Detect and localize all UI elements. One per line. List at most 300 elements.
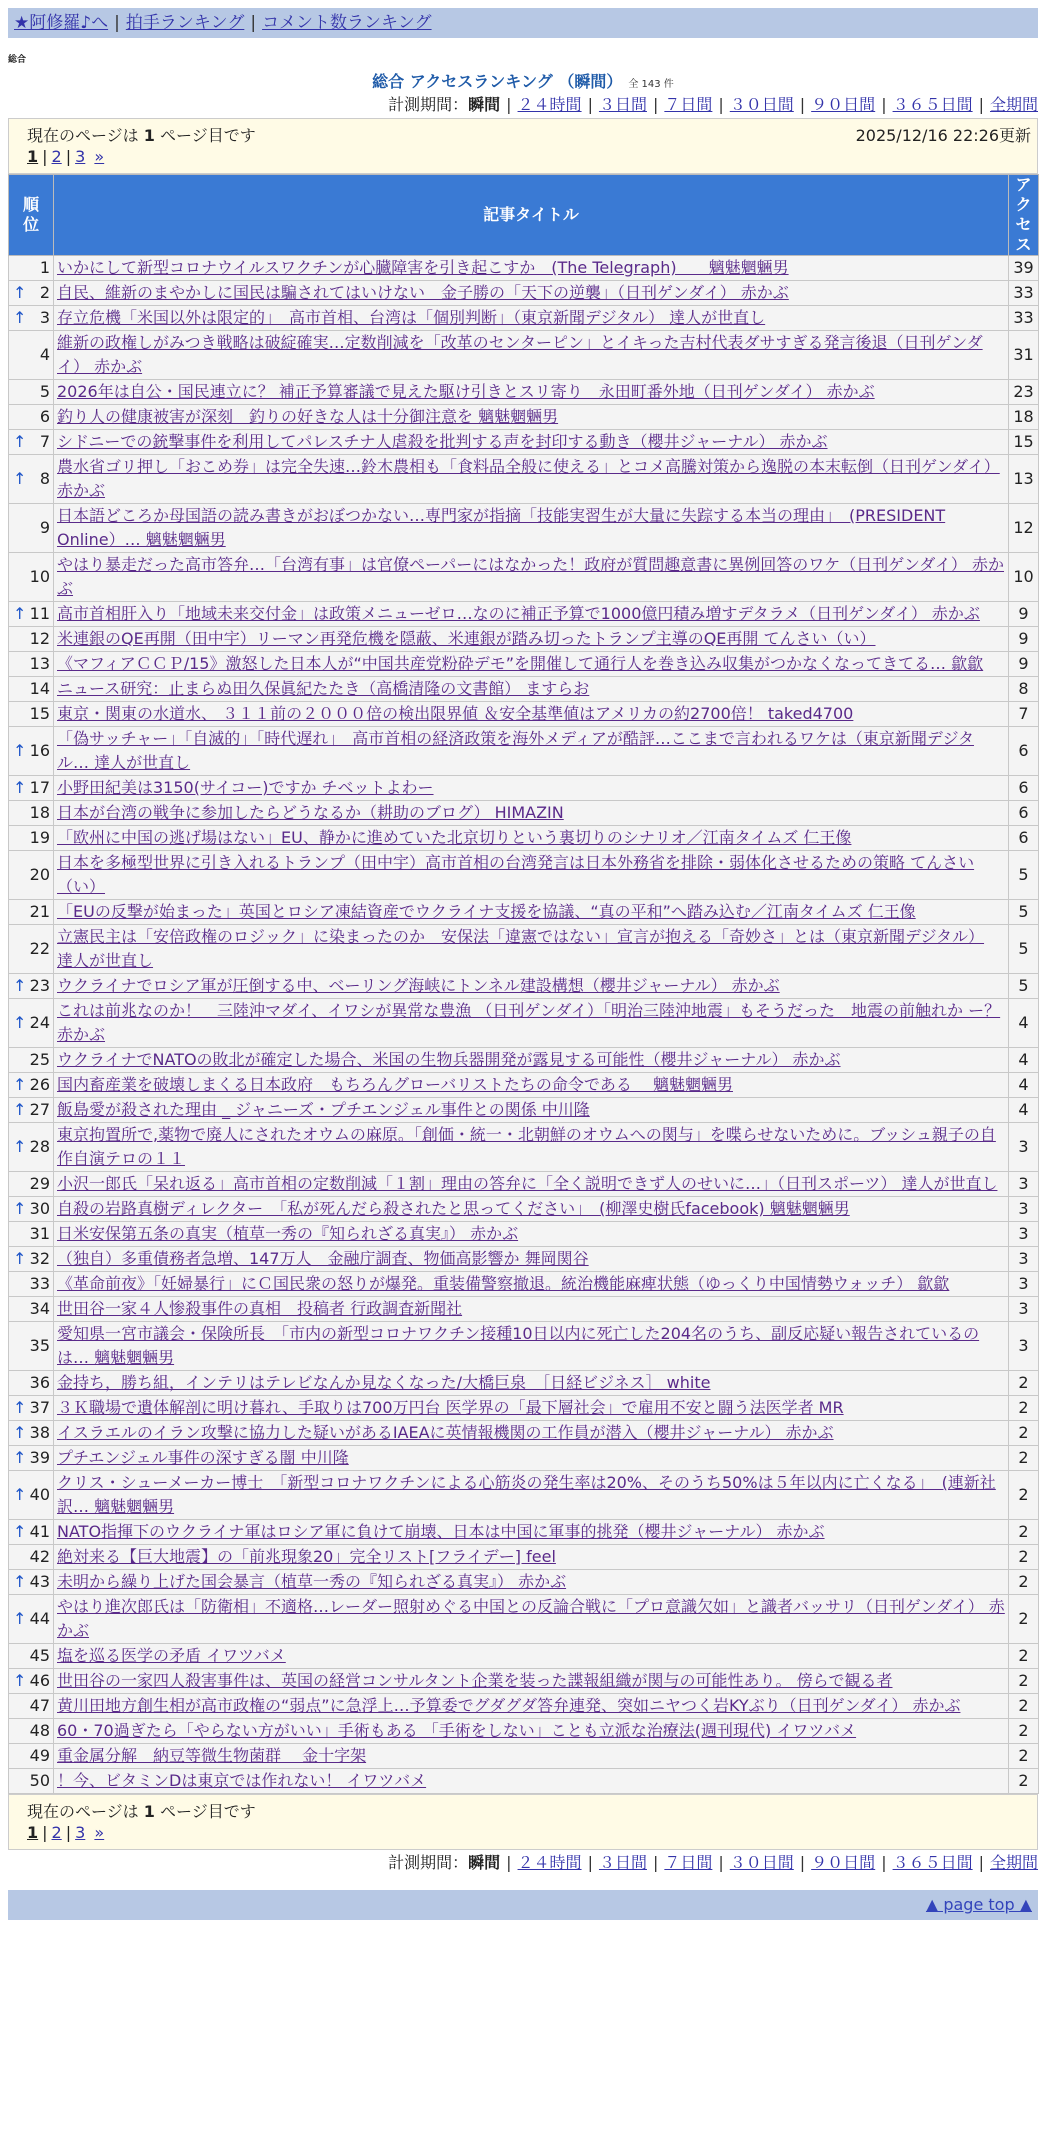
rank-number: 17 — [29, 778, 50, 797]
article-link[interactable]: ウクライナでNATOの敗北が確定した場合、米国の生物兵器開発が露見する可能性（櫻井ジャーナル） 赤かぶ — [57, 1050, 841, 1069]
up-arrow-icon: ↑ — [13, 1671, 27, 1690]
nav-link-applause-ranking[interactable]: 拍手ランキング — [125, 13, 245, 33]
title-cell — [54, 677, 1009, 702]
rank-cell — [9, 1247, 54, 1272]
article-link[interactable]: 釣り人の健康被害が深刻 釣りの好きな人は十分御注意を 魑魅魍魎男 — [57, 407, 559, 426]
nav-link-comment-ranking[interactable]: コメント数ランキング — [262, 13, 432, 33]
article-link[interactable]: 日本を多極型世界に引き入れるトランプ（田中宇）高市首相の台湾発言は日本外務省を排除・弱体化させるための策略 てんさい （い） — [57, 853, 975, 896]
article-link[interactable]: （独自）多重債務者急増、147万人 金融庁調査、物価高影響か 舞岡関谷 — [57, 1249, 589, 1268]
rank-number: 18 — [29, 803, 50, 822]
article-link[interactable]: 世田谷一家４人惨殺事件の真相 投稿者 行政調査新聞社 — [57, 1299, 463, 1318]
rank-cell — [9, 652, 54, 677]
article-link[interactable]: 小沢一郎氏「呆れ返る」高市首相の定数削減「１割」理由の答弁に「全く説明できず人のせいに…」（日刊スポーツ） 達人が世直し — [57, 1174, 998, 1193]
up-arrow-icon: ↑ — [13, 741, 27, 760]
rank-cell — [9, 801, 54, 826]
up-arrow-icon: ↑ — [13, 1249, 27, 1268]
table-row — [9, 900, 1039, 925]
up-arrow-icon: ↑ — [13, 432, 27, 451]
page-1-current: 1 — [27, 147, 39, 166]
rank-cell — [9, 1744, 54, 1769]
access-count: 3 — [1009, 1297, 1039, 1322]
table-row — [9, 602, 1039, 627]
period-current: 瞬間 — [468, 95, 501, 114]
rank-cell — [9, 1371, 54, 1396]
article-link[interactable]: イスラエルのイラン攻撃に協力した疑いがあるIAEAに英情報機関の工作員が潜入（櫻井ジャーナル） 赤かぶ — [57, 1423, 834, 1442]
table-row — [9, 1595, 1039, 1644]
rank-number: 15 — [29, 704, 50, 723]
article-link[interactable]: プチエンジェル事件の深すぎる闇 中川隆 — [57, 1448, 349, 1467]
rank-cell — [9, 1197, 54, 1222]
period-option-5[interactable]: ９０日間 — [811, 95, 876, 114]
rank-cell — [9, 405, 54, 430]
article-link[interactable]: 立憲民主は「安倍政権のロジック」に染まったのか 安保法「違憲ではない」宣言が抱える「奇妙さ」とは（東京新聞デジタル） 達人が世直し — [57, 927, 985, 970]
title-cell — [54, 999, 1009, 1048]
rank-number: 36 — [29, 1373, 50, 1392]
up-arrow-icon: ↑ — [13, 1199, 27, 1218]
title-cell — [54, 727, 1009, 776]
access-count: 2 — [1009, 1371, 1039, 1396]
table-row — [9, 1048, 1039, 1073]
access-count: 2 — [1009, 1769, 1039, 1794]
rank-number: 5 — [39, 382, 50, 401]
title-cell — [54, 776, 1009, 801]
rank-cell — [9, 1073, 54, 1098]
rank-cell — [9, 727, 54, 776]
pagination-bottom — [27, 1823, 104, 1842]
title-cell — [54, 430, 1009, 455]
access-count: 2 — [1009, 1595, 1039, 1644]
title-cell — [54, 974, 1009, 999]
period-separator: | — [978, 1853, 984, 1872]
rank-number: 38 — [29, 1423, 50, 1442]
access-count: 6 — [1009, 776, 1039, 801]
rank-cell — [9, 1446, 54, 1471]
article-link[interactable]: 米連銀のQE再開（田中宇）リーマン再発危機を隠蔽、米連銀が踏み切ったトランプ主導のQE再開 てんさい（い） — [57, 629, 876, 648]
rank-number: 13 — [29, 654, 50, 673]
title-cell — [54, 553, 1009, 602]
rank-cell — [9, 331, 54, 380]
period-option-2[interactable]: ３日間 — [598, 1853, 647, 1872]
access-count: 5 — [1009, 925, 1039, 974]
current-page-text-bottom — [27, 1799, 256, 1822]
up-arrow-icon: ↑ — [13, 1609, 27, 1628]
rank-cell — [9, 1545, 54, 1570]
article-link[interactable]: 愛知県一宮市議会・保険所長 「市内の新型コロナワクチン接種10日以内に死亡した204名のうち、副反応疑い報告されているのは… 魑魅魍魎男 — [57, 1324, 980, 1367]
table-header-row — [9, 175, 1039, 256]
period-label: 計測期間： — [388, 1853, 469, 1872]
title-cell — [54, 1371, 1009, 1396]
title-cell — [54, 1197, 1009, 1222]
header-count — [1009, 175, 1039, 256]
period-separator: | — [718, 95, 724, 114]
title-cell — [54, 1669, 1009, 1694]
access-count: 3 — [1009, 1172, 1039, 1197]
title-cell — [54, 1123, 1009, 1172]
table-row — [9, 1073, 1039, 1098]
access-count: 7 — [1009, 702, 1039, 727]
period-separator: | — [799, 1853, 806, 1872]
period-option-3[interactable]: ７日間 — [664, 1853, 713, 1872]
rank-cell — [9, 306, 54, 331]
rank-cell — [9, 1595, 54, 1644]
period-option-1[interactable]: ２４時間 — [517, 95, 582, 114]
table-row — [9, 1297, 1039, 1322]
title-cell — [54, 851, 1009, 900]
rank-cell — [9, 1644, 54, 1669]
article-link[interactable]: ウクライナでロシア軍が圧倒する中、ベーリング海峡にトンネル建設構想（櫻井ジャーナル） 赤かぶ — [57, 976, 780, 995]
article-link[interactable]: 世田谷の一家四人殺害事件は、英国の経営コンサルタント企業を装った諜報組織が関与の可能性あり。 傍らで観る者 — [57, 1671, 893, 1690]
rank-cell — [9, 1098, 54, 1123]
article-link[interactable]: 日本が台湾の戦争に参加したらどうなるか（耕助のブログ） HIMAZIN — [57, 803, 564, 822]
rank-cell — [9, 1123, 54, 1172]
rank-cell — [9, 1769, 54, 1794]
next-page-link[interactable]: » — [94, 147, 105, 166]
rank-number: 35 — [29, 1336, 50, 1355]
current-page-prefix: 現在のページは — [27, 126, 139, 145]
article-link[interactable]: 黄川田地方創生相が高市政権の“弱点”に急浮上…予算委でグダグダ答弁連発、突如ニヤつく岩KYぶり（日刊ゲンダイ） 赤かぶ — [57, 1696, 961, 1715]
total-count: 全 143 件 — [628, 79, 674, 90]
rank-number: 31 — [29, 1224, 50, 1243]
table-row — [9, 1669, 1039, 1694]
table-row — [9, 1520, 1039, 1545]
header-title: 記事タイトル — [54, 175, 1009, 256]
article-link[interactable]: ！今、ビタミンDは東京では作れない！ イワツバメ — [57, 1771, 427, 1790]
rank-number: 24 — [29, 1013, 50, 1032]
table-row — [9, 405, 1039, 430]
title-cell — [54, 1098, 1009, 1123]
period-option-6[interactable]: ３６５日間 — [892, 95, 973, 114]
access-count: 6 — [1009, 727, 1039, 776]
rank-number: 46 — [29, 1671, 50, 1690]
article-link[interactable]: 「欧州に中国の逃げ場はない」EU、静かに進めていた北京切りという裏切りのシナリオ／江南タイムズ 仁王像 — [57, 828, 852, 847]
table-row — [9, 1396, 1039, 1421]
rank-cell — [9, 1322, 54, 1371]
article-link[interactable]: 2026年は自公・国民連立に？ 補正予算審議で見えた駆け引きとスリ寄り 永田町番外地（日刊ゲンダイ） 赤かぶ — [57, 382, 875, 401]
access-count: 3 — [1009, 1123, 1039, 1172]
table-row — [9, 1197, 1039, 1222]
title-cell — [54, 1048, 1009, 1073]
rank-cell — [9, 256, 54, 281]
table-row — [9, 1371, 1039, 1396]
table-row — [9, 999, 1039, 1048]
article-link[interactable]: ニュース研究：止まらぬ田久保眞紀たたき（高橋清隆の文書館） ますらお — [57, 679, 590, 698]
article-link[interactable]: 重金属分解 納豆等微生物菌群 金十字架 — [57, 1746, 367, 1765]
article-link[interactable]: NATO指揮下のウクライナ軍はロシア軍に負けて崩壊、日本は中国に軍事的挑発（櫻井ジャーナル） 赤かぶ — [57, 1522, 825, 1541]
title-cell — [54, 1446, 1009, 1471]
title-cell — [54, 1694, 1009, 1719]
header-rank-label: 順位 — [22, 195, 39, 234]
ranking-table-body — [9, 256, 1039, 1794]
title-cell — [54, 1545, 1009, 1570]
table-row — [9, 1545, 1039, 1570]
access-count: 3 — [1009, 1272, 1039, 1297]
article-link[interactable]: 金持ち，勝ち組，インテリはテレビなんか見なくなった/大橋巨泉 ［日経ビジネス］ white — [57, 1373, 711, 1392]
access-count: 6 — [1009, 801, 1039, 826]
title-cell — [54, 1322, 1009, 1371]
period-separator: | — [718, 1853, 724, 1872]
article-link[interactable]: 小野田紀美は3150(サイコー)ですか チベットよわー — [57, 778, 434, 797]
period-separator: | — [652, 95, 659, 114]
article-link[interactable]: 東京拘置所で,薬物で廃人にされたオウムの麻原。「創価・統一・北朝鮮のオウムへの関与」を喋らせないために。ブッシュ親子の自作自演テロの１１ — [57, 1125, 996, 1168]
page-top-link[interactable]: ▲ page top ▲ — [925, 1895, 1032, 1914]
article-link[interactable]: やはり暴走だった高市答弁…「台湾有事」は官僚ペーパーにはなかった！政府が質問趣意書に異例回答のワケ（日刊ゲンダイ） 赤かぶ — [57, 555, 1005, 598]
table-row — [9, 1322, 1039, 1371]
period-option-3[interactable]: ７日間 — [664, 95, 713, 114]
table-row — [9, 281, 1039, 306]
table-row — [9, 925, 1039, 974]
table-row — [9, 652, 1039, 677]
rank-cell — [9, 1048, 54, 1073]
article-link[interactable]: ３Ｋ職場で遺体解剖に明け暮れ、手取りは700万円台 医学界の「最下層社会」で雇用不安と闘う法医学者 MR — [57, 1398, 844, 1417]
period-option-4[interactable]: ３０日間 — [729, 1853, 794, 1872]
rank-number: 34 — [29, 1299, 50, 1318]
rank-cell — [9, 455, 54, 504]
article-link[interactable]: 日本語どころか母国語の読み書きがおぼつかない…専門家が指摘「技能実習生が大量に失踪する本当の理由」 (PRESIDENT Online）… 魑魅魍魎男 — [57, 506, 946, 549]
title-cell — [54, 1222, 1009, 1247]
article-link[interactable]: 「EUの反撃が始まった」英国とロシア凍結資産でウクライナ支援を協議、“真の平和”へ踏み込む／江南タイムズ 仁王像 — [57, 902, 916, 921]
period-option-7[interactable]: 全期間 — [989, 1853, 1038, 1872]
article-link[interactable]: 存立危機「米国以外は限定的」 高市首相、台湾は「個別判断」（東京新聞デジタル） 達人が世直し — [57, 308, 766, 327]
access-count: 4 — [1009, 1073, 1039, 1098]
rank-number: 39 — [29, 1448, 50, 1467]
article-link[interactable]: 60・70過ぎたら「やらない方がいい」手術もある 「手術をしない」ことも立派な治療法(週刊現代) イワツバメ — [57, 1721, 857, 1740]
table-row — [9, 1272, 1039, 1297]
pagination-separator: | — [42, 1823, 48, 1842]
title-cell — [54, 1396, 1009, 1421]
access-count: 2 — [1009, 1396, 1039, 1421]
rank-number: 37 — [29, 1398, 50, 1417]
rank-cell — [9, 430, 54, 455]
article-link[interactable]: 国内畜産業を破壊しまくる日本政府 もちろんグローバリストたちの命令である 魑魅魍魎男 — [57, 1075, 733, 1094]
title-cell — [54, 627, 1009, 652]
rank-number: 21 — [29, 902, 50, 921]
period-separator: | — [506, 95, 512, 114]
title-cell — [54, 1297, 1009, 1322]
rank-cell — [9, 677, 54, 702]
article-link[interactable]: いかにして新型コロナウイルスワクチンが心臓障害を引き起こすか (The Telegraph) 魑魅魍魎男 — [57, 258, 789, 277]
period-option-2[interactable]: ３日間 — [598, 95, 647, 114]
up-arrow-icon: ↑ — [13, 604, 27, 623]
rank-cell — [9, 1669, 54, 1694]
article-link[interactable]: 飯島愛が殺された理由 _ ジャニーズ・プチエンジェル事件との関係 中川隆 — [57, 1100, 590, 1119]
article-link[interactable]: シドニーでの銃撃事件を利用してパレスチナ人虐殺を批判する声を封印する動き（櫻井ジャーナル） 赤かぶ — [57, 432, 828, 451]
access-count: 2 — [1009, 1421, 1039, 1446]
up-arrow-icon: ↑ — [13, 308, 27, 327]
article-link[interactable]: 維新の政権しがみつき戦略は破綻確実…定数削減を「改革のセンターピン」とイキった吉村代表ダサすぎる発言後退（日刊ゲンダイ） 赤かぶ — [57, 333, 983, 376]
table-row — [9, 256, 1039, 281]
rank-cell — [9, 281, 54, 306]
table-row — [9, 851, 1039, 900]
up-arrow-icon: ↑ — [13, 1423, 27, 1442]
table-row — [9, 1744, 1039, 1769]
period-option-5[interactable]: ９０日間 — [811, 1853, 876, 1872]
table-row — [9, 455, 1039, 504]
access-count: 4 — [1009, 999, 1039, 1048]
period-separator: | — [881, 1853, 887, 1872]
table-row — [9, 1769, 1039, 1794]
up-arrow-icon: ↑ — [13, 1398, 27, 1417]
rank-number: 20 — [29, 865, 50, 884]
article-link[interactable]: 日米安保第五条の真実（植草一秀の『知られざる真実』） 赤かぶ — [57, 1224, 519, 1243]
article-link[interactable]: 未明から繰り上げた国会暴言（植草一秀の『知られざる真実』） 赤かぶ — [57, 1572, 567, 1591]
period-selector-bottom — [8, 1850, 1038, 1876]
title-cell — [54, 1172, 1009, 1197]
rank-number: 27 — [29, 1100, 50, 1119]
access-count: 2 — [1009, 1694, 1039, 1719]
rank-cell — [9, 1222, 54, 1247]
access-count: 3 — [1009, 1247, 1039, 1272]
up-arrow-icon: ↑ — [13, 1572, 27, 1591]
title-cell — [54, 256, 1009, 281]
table-row — [9, 702, 1039, 727]
period-current: 瞬間 — [468, 1853, 501, 1872]
period-option-6[interactable]: ３６５日間 — [892, 1853, 973, 1872]
current-page-number: 1 — [143, 1802, 155, 1821]
period-option-4[interactable]: ３０日間 — [729, 95, 794, 114]
title-cell — [54, 504, 1009, 553]
title-cell — [54, 925, 1009, 974]
access-count: 4 — [1009, 1048, 1039, 1073]
page-2-link[interactable]: 2 — [51, 147, 62, 166]
rank-number: 10 — [29, 567, 50, 586]
access-count: 2 — [1009, 1520, 1039, 1545]
up-arrow-icon: ↑ — [13, 1522, 27, 1541]
rank-cell — [9, 776, 54, 801]
title-cell — [54, 1272, 1009, 1297]
table-row — [9, 1694, 1039, 1719]
title-cell — [54, 1471, 1009, 1520]
rank-cell — [9, 1172, 54, 1197]
rank-number: 45 — [29, 1646, 50, 1665]
access-count: 18 — [1009, 405, 1039, 430]
access-count: 12 — [1009, 504, 1039, 553]
page-1-current: 1 — [27, 1823, 39, 1842]
title-cell — [54, 331, 1009, 380]
article-link[interactable]: 自民、維新のまやかしに国民は騙されてはいけない 金子勝の「天下の逆襲」（日刊ゲンダイ） 赤かぶ — [57, 283, 789, 302]
rank-number: 40 — [29, 1485, 50, 1504]
pagination-separator: | — [42, 147, 48, 166]
page-2-link[interactable]: 2 — [51, 1823, 62, 1842]
table-row — [9, 1644, 1039, 1669]
rank-number: 19 — [29, 828, 50, 847]
rank-cell — [9, 1570, 54, 1595]
rank-cell — [9, 1719, 54, 1744]
period-separator: | — [587, 1853, 593, 1872]
rank-number: 26 — [29, 1075, 50, 1094]
table-row — [9, 974, 1039, 999]
nav-separator: | — [250, 13, 257, 33]
period-label: 計測期間： — [388, 95, 469, 114]
article-link[interactable]: 《革命前夜》「妊婦暴行」にＣ国民衆の怒りが爆発。重装備警察撤退。統治機能麻痺状態（ゆっくり中国情勢ウォッチ） 歙歙 — [57, 1274, 950, 1293]
access-count: 10 — [1009, 553, 1039, 602]
access-count: 5 — [1009, 851, 1039, 900]
section-label: 総合 — [8, 55, 27, 65]
page-info-bottom — [8, 1794, 1038, 1850]
table-row — [9, 1222, 1039, 1247]
article-link[interactable]: 農水省ゴリ押し「おこめ券」は完全失速…鈴木農相も「食料品全般に使える」とコメ高騰対策から逸脱の本末転倒（日刊ゲンダイ） 赤かぶ — [57, 457, 1000, 500]
title-cell — [54, 1520, 1009, 1545]
rank-number: 23 — [29, 976, 50, 995]
page-info-top — [8, 118, 1038, 174]
table-row — [9, 1247, 1039, 1272]
rank-cell — [9, 1471, 54, 1520]
rank-number: 44 — [29, 1609, 50, 1628]
article-link[interactable]: 塩を巡る医学の矛盾 イワツバメ — [57, 1646, 286, 1665]
article-link[interactable]: 東京・関東の水道水、 ３１１前の２０００倍の検出限界値 ＆安全基準値はアメリカの約2700倍！ taked4700 — [57, 704, 854, 723]
rank-cell — [9, 627, 54, 652]
rank-cell — [9, 826, 54, 851]
period-separator: | — [652, 1853, 659, 1872]
access-count: 9 — [1009, 602, 1039, 627]
rank-number: 4 — [39, 345, 50, 364]
period-selector-top — [8, 92, 1038, 118]
rank-cell — [9, 1694, 54, 1719]
current-page-text — [27, 123, 256, 146]
article-link[interactable]: これは前兆なのか！ 三陸沖マダイ、イワシが異常な豊漁 （日刊ゲンダイ）「明治三陸沖地震」もそうだった 地震の前触れか ー？ 赤かぶ — [57, 1001, 1001, 1044]
current-page-suffix: ページ目です — [160, 126, 256, 145]
rank-cell — [9, 1421, 54, 1446]
table-row — [9, 677, 1039, 702]
table-row — [9, 306, 1039, 331]
article-link[interactable]: 高市首相肝入り「地域未来交付金」は政策メニューゼロ…なのに補正予算で1000億円積み増すデタラメ（日刊ゲンダイ） 赤かぶ — [57, 604, 980, 623]
table-row — [9, 553, 1039, 602]
rank-number: 25 — [29, 1050, 50, 1069]
up-arrow-icon: ↑ — [13, 1013, 27, 1032]
title-cell — [54, 602, 1009, 627]
title-cell — [54, 1570, 1009, 1595]
up-arrow-icon: ↑ — [13, 1137, 27, 1156]
article-link[interactable]: 絶対来る【巨大地震】の「前兆現象20」完全リスト[フライデー] feel — [57, 1547, 556, 1566]
up-arrow-icon: ↑ — [13, 1448, 27, 1467]
article-link[interactable]: 自殺の岩路真樹ディレクター 「私が死んだら殺されたと思ってください」 (柳澤史樹氏facebook) 魑魅魍魎男 — [57, 1199, 850, 1218]
period-option-1[interactable]: ２４時間 — [517, 1853, 582, 1872]
rank-number: 9 — [39, 518, 50, 537]
access-count: 3 — [1009, 1197, 1039, 1222]
ranking-table — [8, 174, 1039, 1794]
article-link[interactable]: 「偽サッチャー」「自滅的」「時代遅れ」 高市首相の経済政策を海外メディアが酷評…ここまで言われるワケは（東京新聞デジタ ル… 達人が世直し — [57, 729, 974, 772]
up-arrow-icon: ↑ — [13, 1485, 27, 1504]
current-page-prefix: 現在のページは — [27, 1802, 139, 1821]
pagination-separator: | — [65, 1823, 72, 1842]
next-page-link[interactable]: » — [94, 1823, 105, 1842]
table-row — [9, 1123, 1039, 1172]
period-separator: | — [799, 95, 806, 114]
access-count: 3 — [1009, 1322, 1039, 1371]
title-cell — [54, 652, 1009, 677]
rank-cell — [9, 553, 54, 602]
rank-cell — [9, 900, 54, 925]
page-3-link[interactable]: 3 — [75, 1823, 86, 1842]
article-link[interactable]: やはり進次郎氏は「防衛相」不適格…レーダー照射めぐる中国との反論合戦に「プロ意識欠如」と識者バッサリ（日刊ゲンダイ） 赤かぶ — [57, 1597, 1005, 1640]
period-option-7[interactable]: 全期間 — [989, 95, 1038, 114]
access-count: 8 — [1009, 677, 1039, 702]
period-separator: | — [881, 95, 887, 114]
title-cell — [54, 801, 1009, 826]
table-row — [9, 1098, 1039, 1123]
page-3-link[interactable]: 3 — [75, 147, 86, 166]
access-count: 4 — [1009, 1098, 1039, 1123]
access-count: 31 — [1009, 331, 1039, 380]
article-link[interactable]: クリス・シューメーカー博士 「新型コロナワクチンによる心筋炎の発生率は20%、そのうち50%は５年以内に亡くなる」 (連新社訳… 魑魅魍魎男 — [57, 1473, 996, 1516]
nav-link-asyura[interactable]: ★阿修羅♪へ — [14, 13, 109, 33]
title-cell — [54, 405, 1009, 430]
rank-number: 22 — [29, 939, 50, 958]
access-count: 2 — [1009, 1744, 1039, 1769]
table-row — [9, 331, 1039, 380]
rank-number: 8 — [39, 469, 50, 488]
rank-number: 14 — [29, 679, 50, 698]
article-link[interactable]: 《マフィアＣＣＰ/15》激怒した日本人が“中国共産党粉砕デモ”を開催して通行人を巻き込み収集がつかなくなってきてる… 歙歙 — [57, 654, 984, 673]
